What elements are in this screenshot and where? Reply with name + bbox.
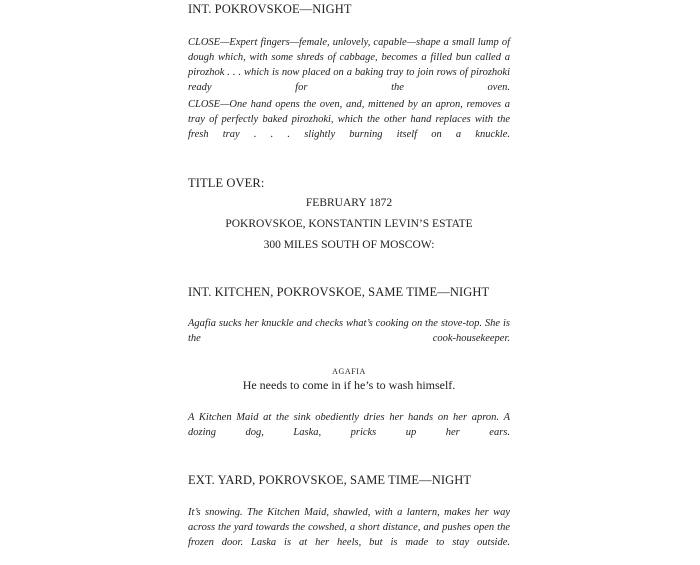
- scene-heading: EXT. YARD, POKROVSKOE, SAME TIME—NIGHT: [188, 473, 472, 487]
- action-paragraph: CLOSE—Expert fingers—female, unlovely, capable—shape a small lump of dough which, with some shreds of cabbage, becomes a filled bun called a pirozhok . . . which is now placed on a baking tray to join rows of pirozhoki ready for the oven.: [188, 37, 510, 93]
- title-over-label: TITLE OVER:: [188, 176, 265, 190]
- action-paragraph: A Kitchen Maid at the sink obediently dries her hands on her apron. A dozing dog, Laska, pricks up her ears.: [188, 412, 510, 438]
- scene-heading: INT. KITCHEN, POKROVSKOE, SAME TIME—NIGHT: [188, 285, 490, 299]
- dialogue-line: He needs to come in if he’s to wash himself.: [242, 378, 456, 392]
- scene-heading: INT. POKROVSKOE—NIGHT: [188, 2, 352, 16]
- action-paragraph: CLOSE—One hand opens the oven, and, mittened by an apron, removes a tray of perfectly baked pirozhoki, which the other hand replaces with the fresh tray . . . slightly burning itself on a knuckle.: [188, 99, 510, 140]
- character-name: AGAFIA: [332, 367, 366, 376]
- action-paragraph: Agafia sucks her knuckle and checks what’s cooking on the stove-top. She is the cook-housekeeper.: [188, 318, 510, 344]
- title-line: POKROVSKOE, KONSTANTIN LEVIN’S ESTATE: [225, 218, 473, 230]
- action-paragraph: It’s snowing. The Kitchen Maid, shawled, with a lantern, makes her way across the yard towards the cowshed, a short distance, and pushes open the frozen door. Laska is at her heels, but is made to stay outside.: [188, 507, 510, 548]
- title-line: FEBRUARY 1872: [305, 197, 393, 209]
- title-line: 300 MILES SOUTH OF MOSCOW:: [263, 239, 435, 251]
